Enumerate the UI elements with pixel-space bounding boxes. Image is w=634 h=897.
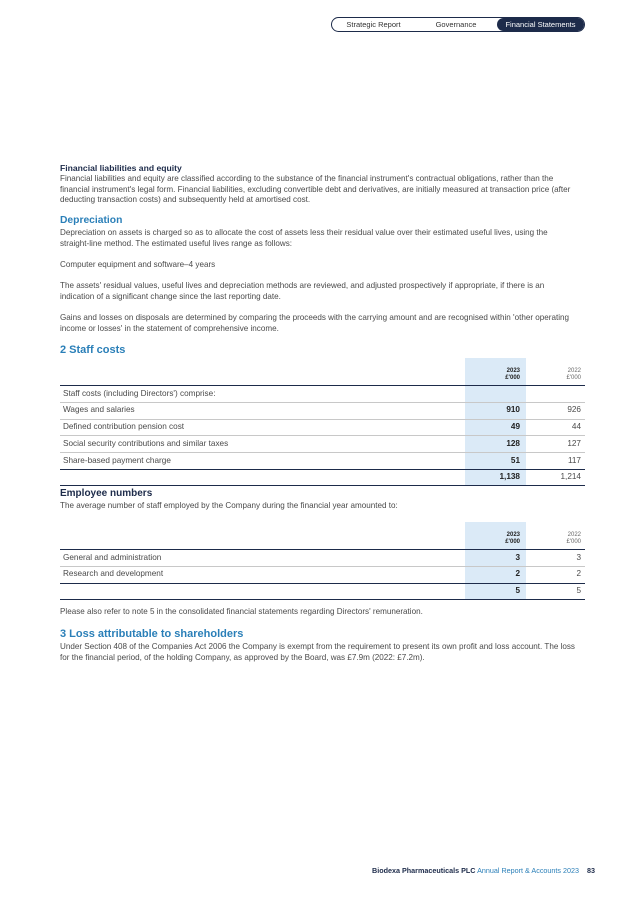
- page-number: 83: [587, 866, 595, 875]
- table-row: Defined contribution pension cost 49 44: [60, 419, 585, 436]
- table-row: General and administration 3 3: [60, 550, 585, 567]
- depreciation-item: Computer equipment and software–4 years: [60, 260, 216, 269]
- table-row: Wages and salaries 910 926: [60, 402, 585, 419]
- depreciation-text: Depreciation on assets is charged so as to allocate the cost of assets less their residual value over their estimated useful lives, using the straight-line method. The estimated useful lives range as follows:: [60, 228, 548, 248]
- depreciation-text-2: The assets' residual values, useful lives and depreciation methods are reviewed, and adjusted prospectively if appropriate, if there is an indication of a significant change since the last reporting date.: [60, 281, 545, 301]
- table-row: Research and development 2 2: [60, 566, 585, 583]
- tab-strategic-report[interactable]: Strategic Report: [346, 20, 401, 29]
- staff-costs-heading: 2 Staff costs: [60, 344, 126, 356]
- employee-numbers-text: The average number of staff employed by the Company during the financial year amounted to:: [60, 501, 398, 510]
- table-row: Social security contributions and similar taxes 128 127: [60, 436, 585, 453]
- col-2022-header: 2022 £'000: [566, 368, 581, 381]
- employee-numbers-heading: Employee numbers: [60, 488, 153, 499]
- fin-liab-text: Financial liabilities and equity are classified according to the substance of the financial instrument's contractual obligations, rather than the financial instrument's legal form. Financial liabilities, excluding convertible debt and derivatives, are initially measured at transaction price (after deducting transaction costs) and subsequently held at amortised cost.: [60, 174, 571, 205]
- depreciation-heading: Depreciation: [60, 215, 123, 226]
- page-footer: [372, 866, 595, 875]
- loss-text: Under Section 408 of the Companies Act 2006 the Company is exempt from the requirement to present its own profit and loss account. The loss for the financial period, of the holding Company, as approved by the Board, was £7.9m (2022: £7.2m).: [60, 642, 575, 662]
- loss-heading: 3 Loss attributable to shareholders: [60, 628, 244, 640]
- footer-report: Annual Report & Accounts 2023: [477, 866, 579, 875]
- section-nav: [331, 17, 585, 32]
- total-row: 5 5: [60, 583, 585, 599]
- tab-governance[interactable]: Governance: [435, 20, 477, 29]
- col-2023-header: 2023 £'000: [465, 522, 526, 550]
- total-row: 1,138 1,214: [60, 469, 585, 485]
- employee-numbers-table: [60, 522, 585, 600]
- remuneration-note: Please also refer to note 5 in the consolidated financial statements regarding Directors' remuneration.: [60, 607, 423, 616]
- table-row: Staff costs (including Directors') comprise:: [60, 386, 585, 403]
- col-2022-header: 2022 £'000: [566, 532, 581, 545]
- staff-costs-table: [60, 358, 585, 486]
- depreciation-text-3: Gains and losses on disposals are determined by comparing the proceeds with the carrying amount and are recognised within 'other operating income or losses' in the statement of comprehensive income.: [60, 313, 570, 333]
- col-2023-header: 2023 £'000: [465, 358, 526, 386]
- footer-company: Biodexa Pharmaceuticals PLC: [372, 866, 476, 875]
- fin-liab-heading: Financial liabilities and equity: [60, 163, 182, 173]
- tab-financial-statements[interactable]: Financial Statements: [497, 18, 584, 31]
- table-row: Share-based payment charge 51 117: [60, 453, 585, 470]
